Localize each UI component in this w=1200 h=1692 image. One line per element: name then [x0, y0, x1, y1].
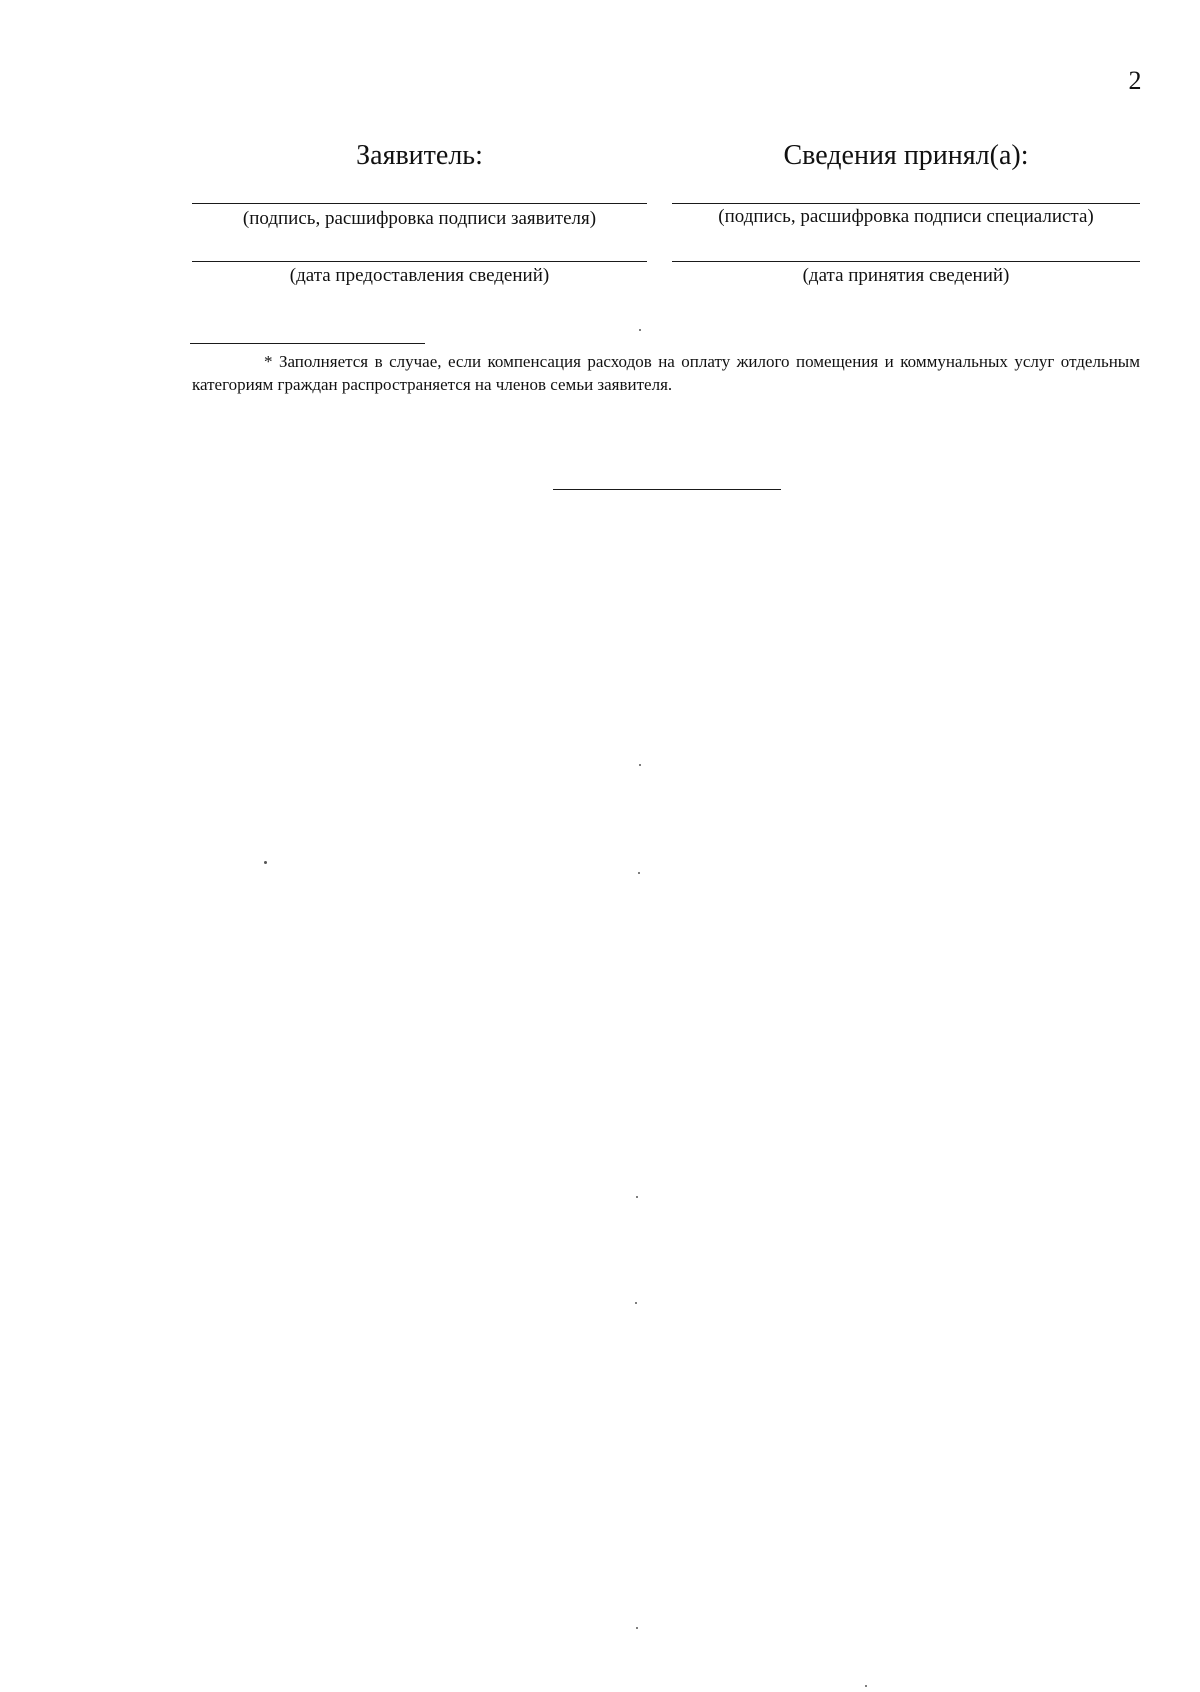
scan-speck: [635, 1302, 637, 1304]
specialist-heading: Сведения принял(а):: [783, 140, 1029, 171]
specialist-signature-line: [672, 203, 1140, 204]
scan-speck: [264, 861, 267, 864]
applicant-date-line: [192, 261, 647, 262]
scan-speck: [636, 1196, 638, 1198]
footnote-text: * Заполняется в случае, если компенсация расходов на оплату жилого помещения и коммунальных услуг отдельным категориям граждан распространяется на членов семьи заявителя.: [192, 352, 1140, 394]
scan-speck: [639, 764, 641, 766]
applicant-signature-caption: (подпись, расшифровка подписи заявителя): [242, 208, 597, 229]
specialist-date-line: [672, 261, 1140, 262]
footnote-separator: [190, 343, 425, 344]
applicant-signature-line: [192, 203, 647, 204]
applicant-heading: Заявитель:: [356, 140, 483, 171]
specialist-signature-caption: (подпись, расшифровка подписи специалиста): [718, 206, 1094, 227]
page-number: 2: [1128, 66, 1142, 95]
scan-speck: [636, 1627, 638, 1629]
applicant-date-caption: (дата предоставления сведений): [289, 265, 550, 286]
specialist-date-caption: (дата принятия сведений): [802, 265, 1010, 286]
scan-speck: [865, 1685, 867, 1687]
end-of-text-rule: [553, 489, 781, 490]
scan-speck: [638, 872, 640, 874]
scan-speck: [639, 329, 641, 331]
